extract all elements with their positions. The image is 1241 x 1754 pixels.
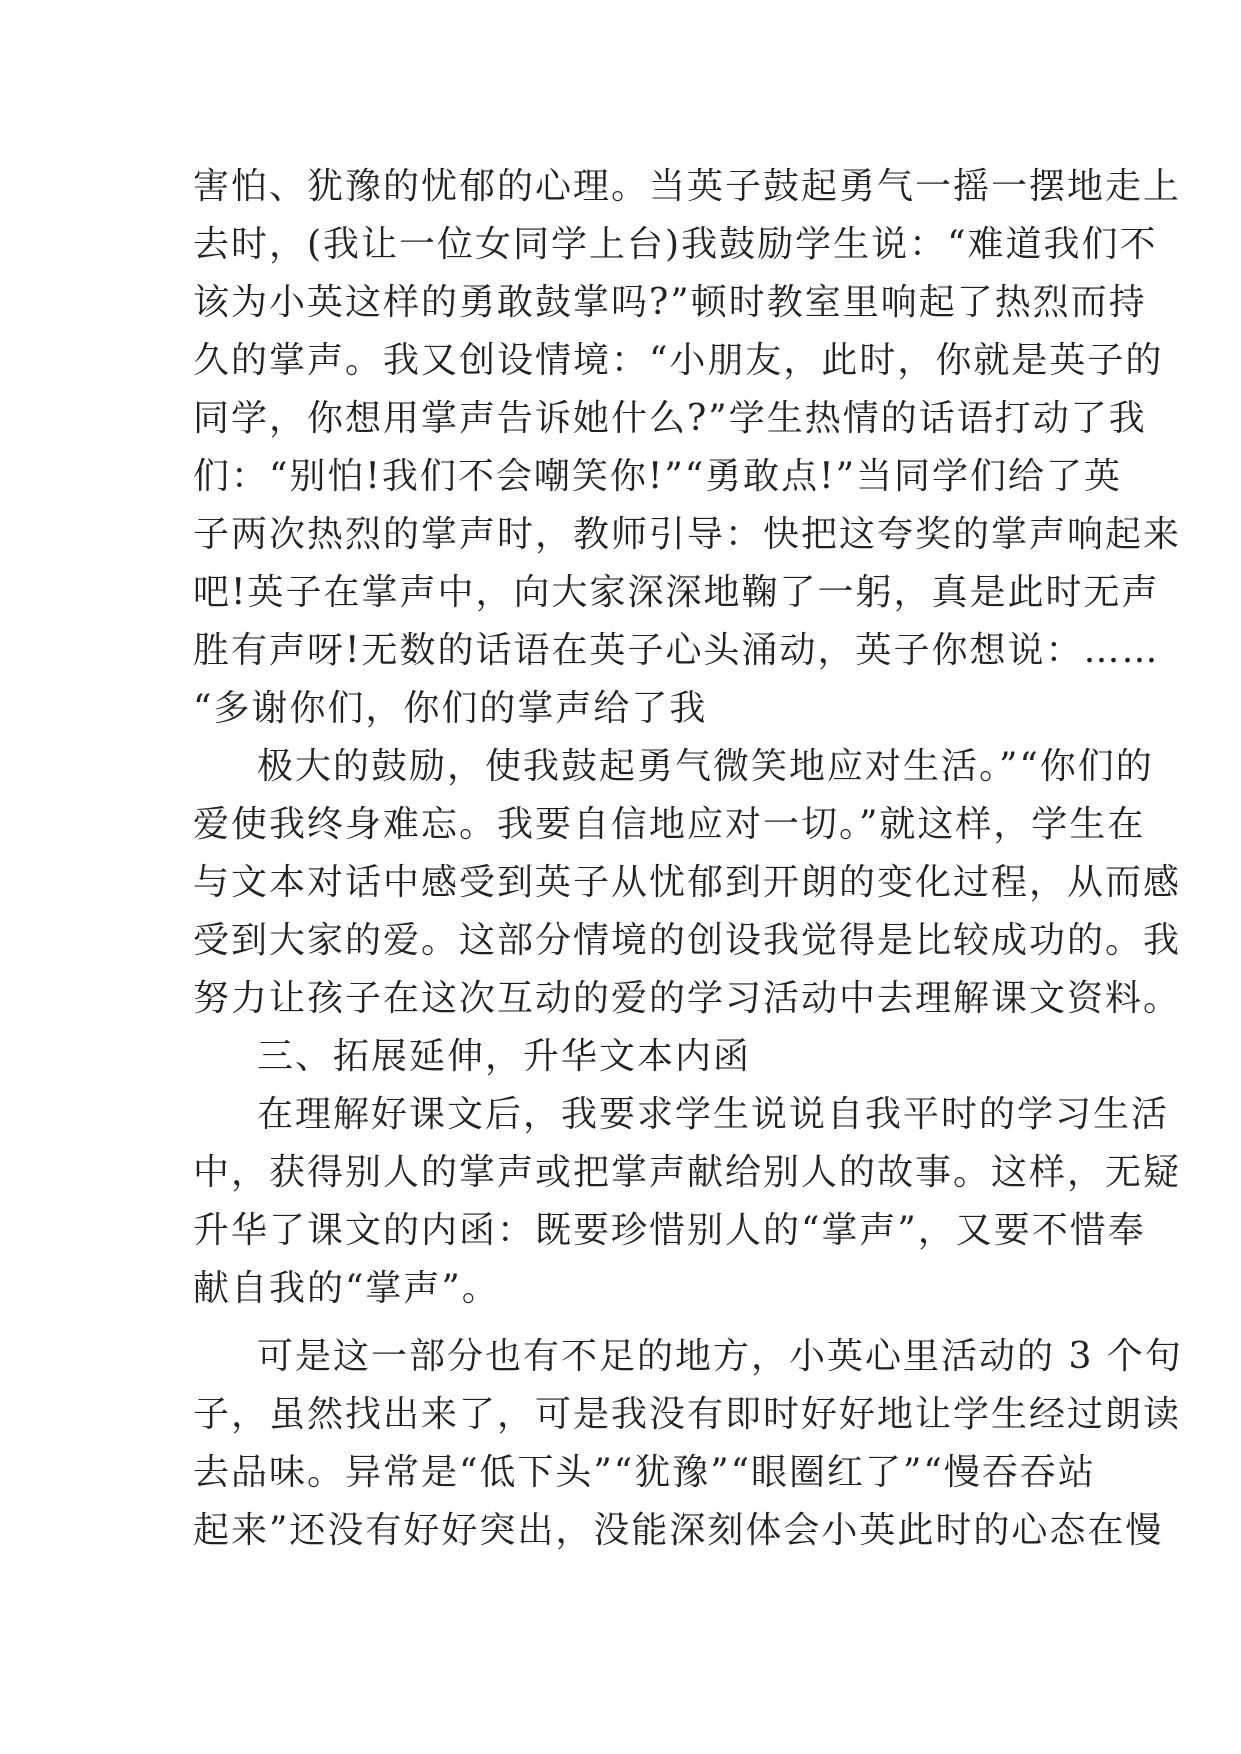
text-line: 去时，(我让一位女同学上台)我鼓励学生说：“难道我们不 xyxy=(193,224,1158,265)
text-line: 努力让孩子在这次互动的爱的学习活动中去理解课文资料。 xyxy=(193,978,1182,1019)
text-line: 害怕、犹豫的忧郁的心理。当英子鼓起勇气一摇一摆地走上 xyxy=(193,166,1182,207)
text-line: 该为小英这样的勇敢鼓掌吗?”顿时教室里响起了热烈而持 xyxy=(193,282,1147,323)
text-line: 胜有声呀!无数的话语在英子心头涌动，英子你想说：…… xyxy=(193,630,1160,671)
text-line: 久的掌声。我又创设情境：“小朋友，此时，你就是英子的 xyxy=(193,340,1164,381)
text-line: 去品味。异常是“低下头”“犹豫”“眼圈红了”“慢吞吞站 xyxy=(193,1452,1096,1493)
text-line: 起来”还没有好好突出，没能深刻体会小英此时的心态在慢 xyxy=(193,1510,1164,1551)
text-line: 吧!英子在掌声中，向大家深深地鞠了一躬，真是此时无声 xyxy=(193,572,1160,613)
text-line: 中，获得别人的掌声或把掌声献给别人的故事。这样，无疑 xyxy=(193,1152,1182,1193)
text-line: 们：“别怕!我们不会嘲笑你!”“勇敢点!”当同学们给了英 xyxy=(193,456,1123,497)
text-line: 子，虽然找出来了，可是我没有即时好好地让学生经过朗读 xyxy=(193,1394,1182,1435)
text-line: 极大的鼓励，使我鼓起勇气微笑地应对生活。”“你们的 xyxy=(257,746,1154,787)
text-line: 可是这一部分也有不足的地方，小英心里活动的 3 个句 xyxy=(257,1336,1183,1377)
text-line: “多谢你们，你们的掌声给了我 xyxy=(193,688,708,729)
text-line: 升华了课文的内函：既要珍惜别人的“掌声”，又要不惜奉 xyxy=(193,1210,1146,1251)
text-line: 同学，你想用掌声告诉她什么?”学生热情的话语打动了我 xyxy=(193,398,1147,439)
text-line: 受到大家的爱。这部分情境的创设我觉得是比较成功的。我 xyxy=(193,920,1182,961)
text-line: 子两次热烈的掌声时，教师引导：快把这夸奖的掌声响起来 xyxy=(193,514,1182,555)
section-heading: 三、拓展延伸，升华文本内函 xyxy=(257,1036,752,1077)
paragraph-gap xyxy=(193,1318,1073,1328)
text-line: 在理解好课文后，我要求学生说说自我平时的学习生活 xyxy=(257,1094,1170,1135)
body-text xyxy=(193,158,1183,1560)
text-line: 献自我的“掌声”。 xyxy=(193,1268,500,1309)
text-line: 爱使我终身难忘。我要自信地应对一切。”就这样，学生在 xyxy=(193,804,1146,845)
text-line: 与文本对话中感受到英子从忧郁到开朗的变化过程，从而感 xyxy=(193,862,1182,903)
